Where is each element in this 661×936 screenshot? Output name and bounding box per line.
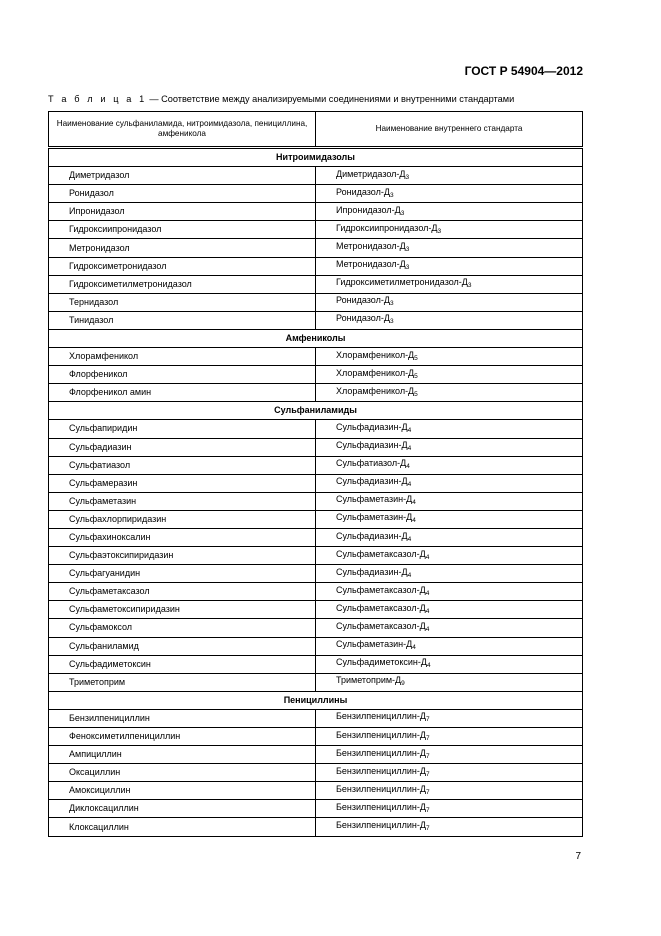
internal-standard bbox=[316, 782, 583, 800]
compound-name: Триметоприм bbox=[49, 673, 316, 691]
table-row bbox=[49, 203, 583, 221]
internal-standard-name: Сульфаметазин-Д bbox=[336, 494, 413, 505]
isotope-subscript: 3 bbox=[467, 282, 472, 290]
internal-standard-name: Бензилпенициллин-Д bbox=[336, 820, 426, 831]
internal-standard bbox=[316, 764, 583, 782]
internal-standard bbox=[316, 185, 583, 203]
internal-standard bbox=[316, 221, 583, 239]
internal-standard-name: Хлорамфеникол-Д bbox=[336, 349, 415, 360]
page-number: 7 bbox=[575, 851, 581, 862]
internal-standard bbox=[316, 257, 583, 275]
compound-name: Бензилпенициллин bbox=[49, 709, 316, 727]
table-caption bbox=[48, 94, 514, 104]
isotope-subscript: 4 bbox=[407, 445, 412, 453]
isotope-subscript: 3 bbox=[437, 227, 442, 235]
section-title: Пенициллины bbox=[49, 691, 583, 709]
internal-standard bbox=[316, 728, 583, 746]
table-row bbox=[49, 565, 583, 583]
compound-name: Метронидазол bbox=[49, 239, 316, 257]
table-row bbox=[49, 311, 583, 329]
table-row bbox=[49, 420, 583, 438]
internal-standard bbox=[316, 203, 583, 221]
internal-standard bbox=[316, 655, 583, 673]
isotope-subscript: 7 bbox=[425, 825, 430, 833]
compound-name: Флорфеникол bbox=[49, 366, 316, 384]
internal-standard-name: Ипронидазол-Д bbox=[336, 204, 401, 215]
table-row bbox=[49, 601, 583, 619]
table-row bbox=[49, 673, 583, 691]
compound-name: Сульфаметаксазол bbox=[49, 583, 316, 601]
table-row bbox=[49, 547, 583, 565]
internal-standard-name: Сульфадиазин-Д bbox=[336, 566, 408, 577]
compound-name: Сульфагуанидин bbox=[49, 565, 316, 583]
table-row bbox=[49, 438, 583, 456]
internal-standard-name: Ронидазол-Д bbox=[336, 295, 390, 306]
internal-standard bbox=[316, 818, 583, 836]
table-row bbox=[49, 583, 583, 601]
internal-standard-name: Бензилпенициллин-Д bbox=[336, 711, 426, 722]
table-row bbox=[49, 528, 583, 546]
internal-standard-name: Сульфадиметоксин-Д bbox=[336, 657, 427, 668]
isotope-subscript: 4 bbox=[407, 481, 412, 489]
compound-name: Сульфахлорпиридазин bbox=[49, 510, 316, 528]
compound-name: Ипронидазол bbox=[49, 203, 316, 221]
table-row bbox=[49, 293, 583, 311]
table-header-row bbox=[49, 112, 583, 148]
table-row bbox=[49, 709, 583, 727]
isotope-subscript: 3 bbox=[405, 173, 410, 181]
internal-standard bbox=[316, 456, 583, 474]
isotope-subscript: 5 bbox=[414, 390, 418, 398]
internal-standard bbox=[316, 438, 583, 456]
isotope-subscript: 3 bbox=[389, 191, 394, 199]
internal-standard-name: Ронидазол-Д bbox=[336, 186, 390, 197]
table-row bbox=[49, 257, 583, 275]
internal-standard bbox=[316, 619, 583, 637]
compound-name: Сульфадиметоксин bbox=[49, 655, 316, 673]
internal-standard bbox=[316, 565, 583, 583]
compound-name: Оксациллин bbox=[49, 764, 316, 782]
table-caption-label: Т а б л и ц а 1 bbox=[48, 94, 147, 104]
table-row bbox=[49, 167, 583, 185]
table-row bbox=[49, 492, 583, 510]
internal-standard bbox=[316, 601, 583, 619]
internal-standard-name: Бензилпенициллин-Д bbox=[336, 729, 426, 740]
internal-standard bbox=[316, 583, 583, 601]
table-row bbox=[49, 619, 583, 637]
isotope-subscript: 4 bbox=[425, 607, 430, 615]
compound-name: Хлорамфеникол bbox=[49, 348, 316, 366]
compound-name: Сульфамеразин bbox=[49, 474, 316, 492]
table-row bbox=[49, 510, 583, 528]
internal-standard-name: Сульфаметаксазол-Д bbox=[336, 602, 426, 613]
table-row bbox=[49, 746, 583, 764]
internal-standard-name: Сульфаметаксазол-Д bbox=[336, 620, 426, 631]
internal-standard bbox=[316, 510, 583, 528]
internal-standard-name: Сульфаметаксазол-Д bbox=[336, 584, 426, 595]
internal-standard-name: Бензилпенициллин-Д bbox=[336, 801, 426, 812]
internal-standard-name: Сульфатиазол-Д bbox=[336, 458, 407, 469]
internal-standard-name: Гидроксиипронидазол-Д bbox=[336, 222, 438, 233]
isotope-subscript: 4 bbox=[407, 571, 412, 579]
internal-standard bbox=[316, 528, 583, 546]
internal-standard bbox=[316, 547, 583, 565]
table-row bbox=[49, 800, 583, 818]
compound-name: Ампициллин bbox=[49, 746, 316, 764]
internal-standard bbox=[316, 420, 583, 438]
isotope-subscript: 4 bbox=[425, 553, 430, 561]
internal-standard bbox=[316, 366, 583, 384]
internal-standard-name: Бензилпенициллин-Д bbox=[336, 765, 426, 776]
internal-standard bbox=[316, 311, 583, 329]
section-header-row bbox=[49, 329, 583, 347]
table-body bbox=[49, 148, 583, 837]
compound-name: Ронидазол bbox=[49, 185, 316, 203]
isotope-subscript: 7 bbox=[425, 770, 430, 778]
isotope-subscript: 7 bbox=[425, 788, 430, 796]
compound-name: Сульфаметазин bbox=[49, 492, 316, 510]
table-row bbox=[49, 221, 583, 239]
compound-name: Гидроксиметилметронидазол bbox=[49, 275, 316, 293]
internal-standard bbox=[316, 800, 583, 818]
isotope-subscript: 4 bbox=[407, 426, 412, 434]
isotope-subscript: 3 bbox=[405, 246, 410, 254]
compound-name: Сульфаниламид bbox=[49, 637, 316, 655]
isotope-subscript: 4 bbox=[425, 625, 430, 633]
internal-standard-name: Триметоприм-Д bbox=[336, 675, 402, 686]
internal-standard bbox=[316, 474, 583, 492]
isotope-subscript: 4 bbox=[412, 499, 416, 507]
compounds-standards-table bbox=[48, 111, 583, 837]
isotope-subscript: 4 bbox=[412, 517, 416, 525]
compound-name: Сульфатиазол bbox=[49, 456, 316, 474]
compound-name: Сульфахиноксалин bbox=[49, 528, 316, 546]
table-row bbox=[49, 655, 583, 673]
compound-name: Гидроксиипронидазол bbox=[49, 221, 316, 239]
compound-name: Диметридазол bbox=[49, 167, 316, 185]
internal-standard bbox=[316, 293, 583, 311]
compound-name: Сульфапиридин bbox=[49, 420, 316, 438]
internal-standard-name: Сульфадиазин-Д bbox=[336, 476, 408, 487]
internal-standard bbox=[316, 167, 583, 185]
internal-standard-name: Бензилпенициллин-Д bbox=[336, 783, 426, 794]
compound-name: Тернидазол bbox=[49, 293, 316, 311]
internal-standard-name: Хлорамфеникол-Д bbox=[336, 367, 415, 378]
section-title: Сульфаниламиды bbox=[49, 402, 583, 420]
isotope-subscript: 5 bbox=[414, 372, 418, 380]
table-row bbox=[49, 239, 583, 257]
section-header-row bbox=[49, 691, 583, 709]
compound-name: Амоксициллин bbox=[49, 782, 316, 800]
internal-standard bbox=[316, 348, 583, 366]
compound-name: Сульфаэтоксипиридазин bbox=[49, 547, 316, 565]
internal-standard bbox=[316, 275, 583, 293]
table-caption-text: — Соответствие между анализируемыми соединениями и внутренними стандартами bbox=[146, 94, 515, 104]
isotope-subscript: 4 bbox=[426, 662, 431, 670]
table-row bbox=[49, 637, 583, 655]
isotope-subscript: 4 bbox=[407, 535, 412, 543]
table-row bbox=[49, 366, 583, 384]
table-row bbox=[49, 782, 583, 800]
internal-standard-name: Диметридазол-Д bbox=[336, 168, 406, 179]
internal-standard-name: Бензилпенициллин-Д bbox=[336, 747, 426, 758]
isotope-subscript: 4 bbox=[412, 644, 416, 652]
compound-name: Сульфамоксол bbox=[49, 619, 316, 637]
internal-standard-name: Хлорамфеникол-Д bbox=[336, 385, 415, 396]
internal-standard-name: Сульфадиазин-Д bbox=[336, 421, 408, 432]
compound-name: Сульфаметоксипиридазин bbox=[49, 601, 316, 619]
table-row bbox=[49, 185, 583, 203]
internal-standard-name: Сульфаметазин-Д bbox=[336, 639, 413, 650]
table-row bbox=[49, 456, 583, 474]
isotope-subscript: 9 bbox=[401, 680, 405, 688]
table-row bbox=[49, 764, 583, 782]
section-header-row bbox=[49, 402, 583, 420]
internal-standard-name: Метронидазол-Д bbox=[336, 241, 406, 252]
compound-name: Клоксациллин bbox=[49, 818, 316, 836]
table-row bbox=[49, 818, 583, 836]
table-row bbox=[49, 275, 583, 293]
isotope-subscript: 7 bbox=[425, 752, 430, 760]
internal-standard bbox=[316, 637, 583, 655]
internal-standard-name: Ронидазол-Д bbox=[336, 313, 390, 324]
isotope-subscript: 3 bbox=[400, 209, 405, 217]
internal-standard-name: Гидроксиметилметронидазол-Д bbox=[336, 277, 468, 288]
table-row bbox=[49, 474, 583, 492]
section-title: Нитроимидазолы bbox=[49, 148, 583, 167]
internal-standard bbox=[316, 239, 583, 257]
section-title: Амфениколы bbox=[49, 329, 583, 347]
compound-name: Диклоксациллин bbox=[49, 800, 316, 818]
internal-standard-name: Сульфадиазин-Д bbox=[336, 440, 408, 451]
internal-standard-name: Сульфаметазин-Д bbox=[336, 512, 413, 523]
isotope-subscript: 7 bbox=[425, 734, 430, 742]
isotope-subscript: 7 bbox=[425, 806, 430, 814]
compound-name: Сульфадиазин bbox=[49, 438, 316, 456]
isotope-subscript: 4 bbox=[406, 463, 410, 471]
column-header-compound: Наименование сульфаниламида, нитроимидазола, пенициллина, амфеникола bbox=[49, 112, 316, 148]
internal-standard bbox=[316, 746, 583, 764]
isotope-subscript: 3 bbox=[389, 300, 394, 308]
table-row bbox=[49, 348, 583, 366]
compound-name: Феноксиметилпенициллин bbox=[49, 728, 316, 746]
compound-name: Тинидазол bbox=[49, 311, 316, 329]
internal-standard bbox=[316, 492, 583, 510]
section-header-row bbox=[49, 148, 583, 167]
internal-standard-name: Метронидазол-Д bbox=[336, 259, 406, 270]
internal-standard-name: Сульфадиазин-Д bbox=[336, 530, 408, 541]
compound-name: Гидроксиметронидазол bbox=[49, 257, 316, 275]
isotope-subscript: 3 bbox=[389, 318, 394, 326]
table-row bbox=[49, 728, 583, 746]
isotope-subscript: 5 bbox=[414, 354, 418, 362]
internal-standard bbox=[316, 709, 583, 727]
document-code: ГОСТ Р 54904—2012 bbox=[464, 64, 583, 78]
internal-standard bbox=[316, 673, 583, 691]
isotope-subscript: 4 bbox=[425, 589, 430, 597]
isotope-subscript: 3 bbox=[405, 264, 410, 272]
compound-name: Флорфеникол амин bbox=[49, 384, 316, 402]
column-header-standard: Наименование внутреннего стандарта bbox=[316, 112, 583, 148]
internal-standard-name: Сульфаметаксазол-Д bbox=[336, 548, 426, 559]
internal-standard bbox=[316, 384, 583, 402]
table-row bbox=[49, 384, 583, 402]
isotope-subscript: 7 bbox=[425, 716, 430, 724]
